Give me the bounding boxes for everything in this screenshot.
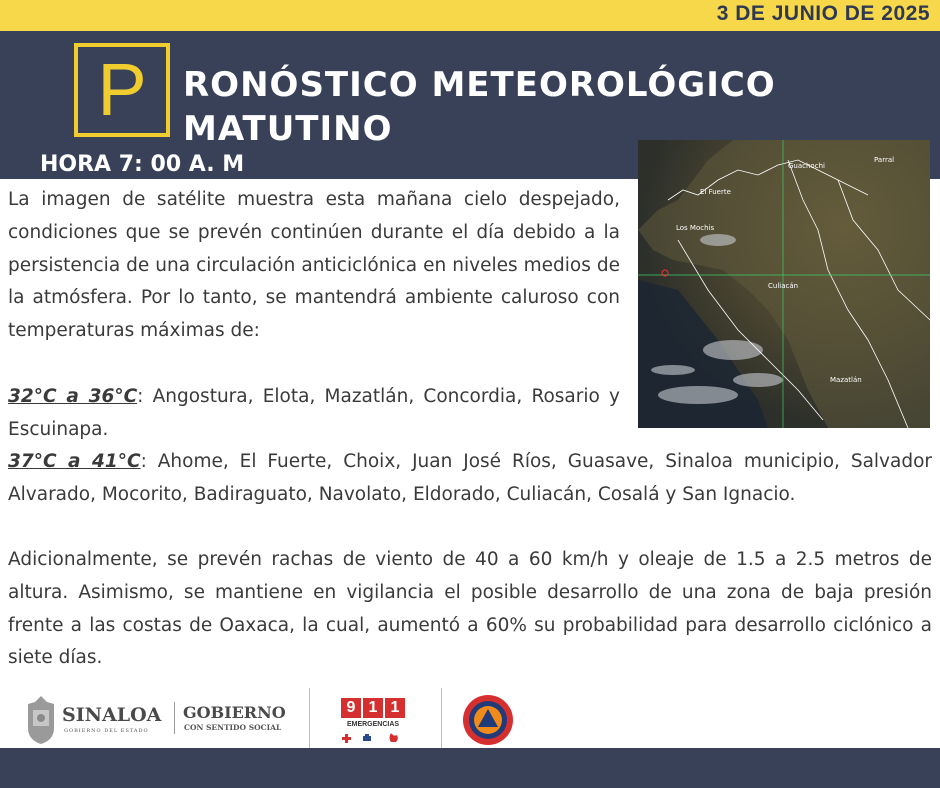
map-label-parral: Parral xyxy=(874,156,895,164)
gobierno-logo-subtext: CON SENTIDO SOCIAL xyxy=(184,723,282,732)
gobierno-logo xyxy=(183,702,303,738)
range-2-places: : Ahome, El Fuerte, Choix, Juan José Ríos, Guasave, Sinaloa municipio, Salvador Alvarado, Mocorito, Badiraguato, Navolato, Eldorado, Culiacán, Cosalá y San Ignacio. xyxy=(8,451,933,505)
logo-divider xyxy=(174,702,175,734)
proteccion-civil-logo xyxy=(462,694,514,746)
gobierno-logo-text: GOBIERNO xyxy=(183,703,286,722)
forecast-range-1 xyxy=(8,381,620,447)
digit-9: 9 xyxy=(341,698,361,718)
map-label-mazatlan: Mazatlán xyxy=(830,376,862,384)
title-line-2: MATUTINO xyxy=(183,109,393,149)
sinaloa-logo-text: SINALOA xyxy=(62,704,162,726)
sinaloa-crest-icon xyxy=(24,694,58,746)
title-line-1: RONÓSTICO METEOROLÓGICO xyxy=(183,65,776,105)
time-label: HORA 7: 00 A. M xyxy=(40,152,245,177)
forecast-additional: Adicionalmente, se prevén rachas de viento de 40 a 60 km/h y oleaje de 1.5 a 2.5 metros de altura. Asimismo, se mantiene en vigilancia el posible desarrollo de una zona de baja presión frente a las costas de Oaxaca, la cual, aumentó a 60% su probabilidad para desarrollo ciclónico a siete días. xyxy=(8,549,932,669)
forecast-intro: La imagen de satélite muestra esta mañana cielo despejado, condiciones que se prevén continúen durante el día debido a la persistencia de una circulación anticiclónica en niveles medios de la atmósfera. Por lo tanto, se mantendrá ambiente caluroso con temperaturas máximas de: xyxy=(8,189,620,342)
range-1-label: 32°C a 36°C xyxy=(8,386,138,407)
sinaloa-logo xyxy=(24,694,170,744)
date-label: 3 DE JUNIO DE 2025 xyxy=(716,2,930,25)
digit-1a: 1 xyxy=(363,698,383,718)
map-label-guachochi: Guachochi xyxy=(788,162,825,170)
range-1-places: : Angostura, Elota, Mazatlán, Concordia, Rosario y Escuinapa. xyxy=(8,386,620,440)
digit-1b: 1 xyxy=(385,698,405,718)
map-label-culiacan: Culiacán xyxy=(768,282,799,290)
emergencias-911-logo xyxy=(341,698,405,748)
footer-separator-1 xyxy=(309,688,310,748)
title-initial-box xyxy=(74,43,170,137)
top-banner xyxy=(0,0,940,31)
range-2-label: 37°C a 41°C xyxy=(8,451,141,472)
footer-bar xyxy=(0,748,940,788)
civil-protection-badge-icon xyxy=(462,694,514,746)
forecast-range-2 xyxy=(8,446,932,512)
map-label-los-mochis: Los Mochis xyxy=(676,224,715,232)
satellite-image xyxy=(638,140,930,428)
title-initial: P xyxy=(97,48,147,131)
map-label-el-fuerte: El Fuerte xyxy=(700,188,731,196)
sinaloa-logo-subtext: GOBIERNO DEL ESTADO xyxy=(64,728,149,734)
page-title xyxy=(183,63,843,151)
emergencias-text: EMERGENCIAS xyxy=(346,721,400,728)
emergency-services-icons xyxy=(341,732,405,744)
footer-separator-2 xyxy=(441,688,442,748)
